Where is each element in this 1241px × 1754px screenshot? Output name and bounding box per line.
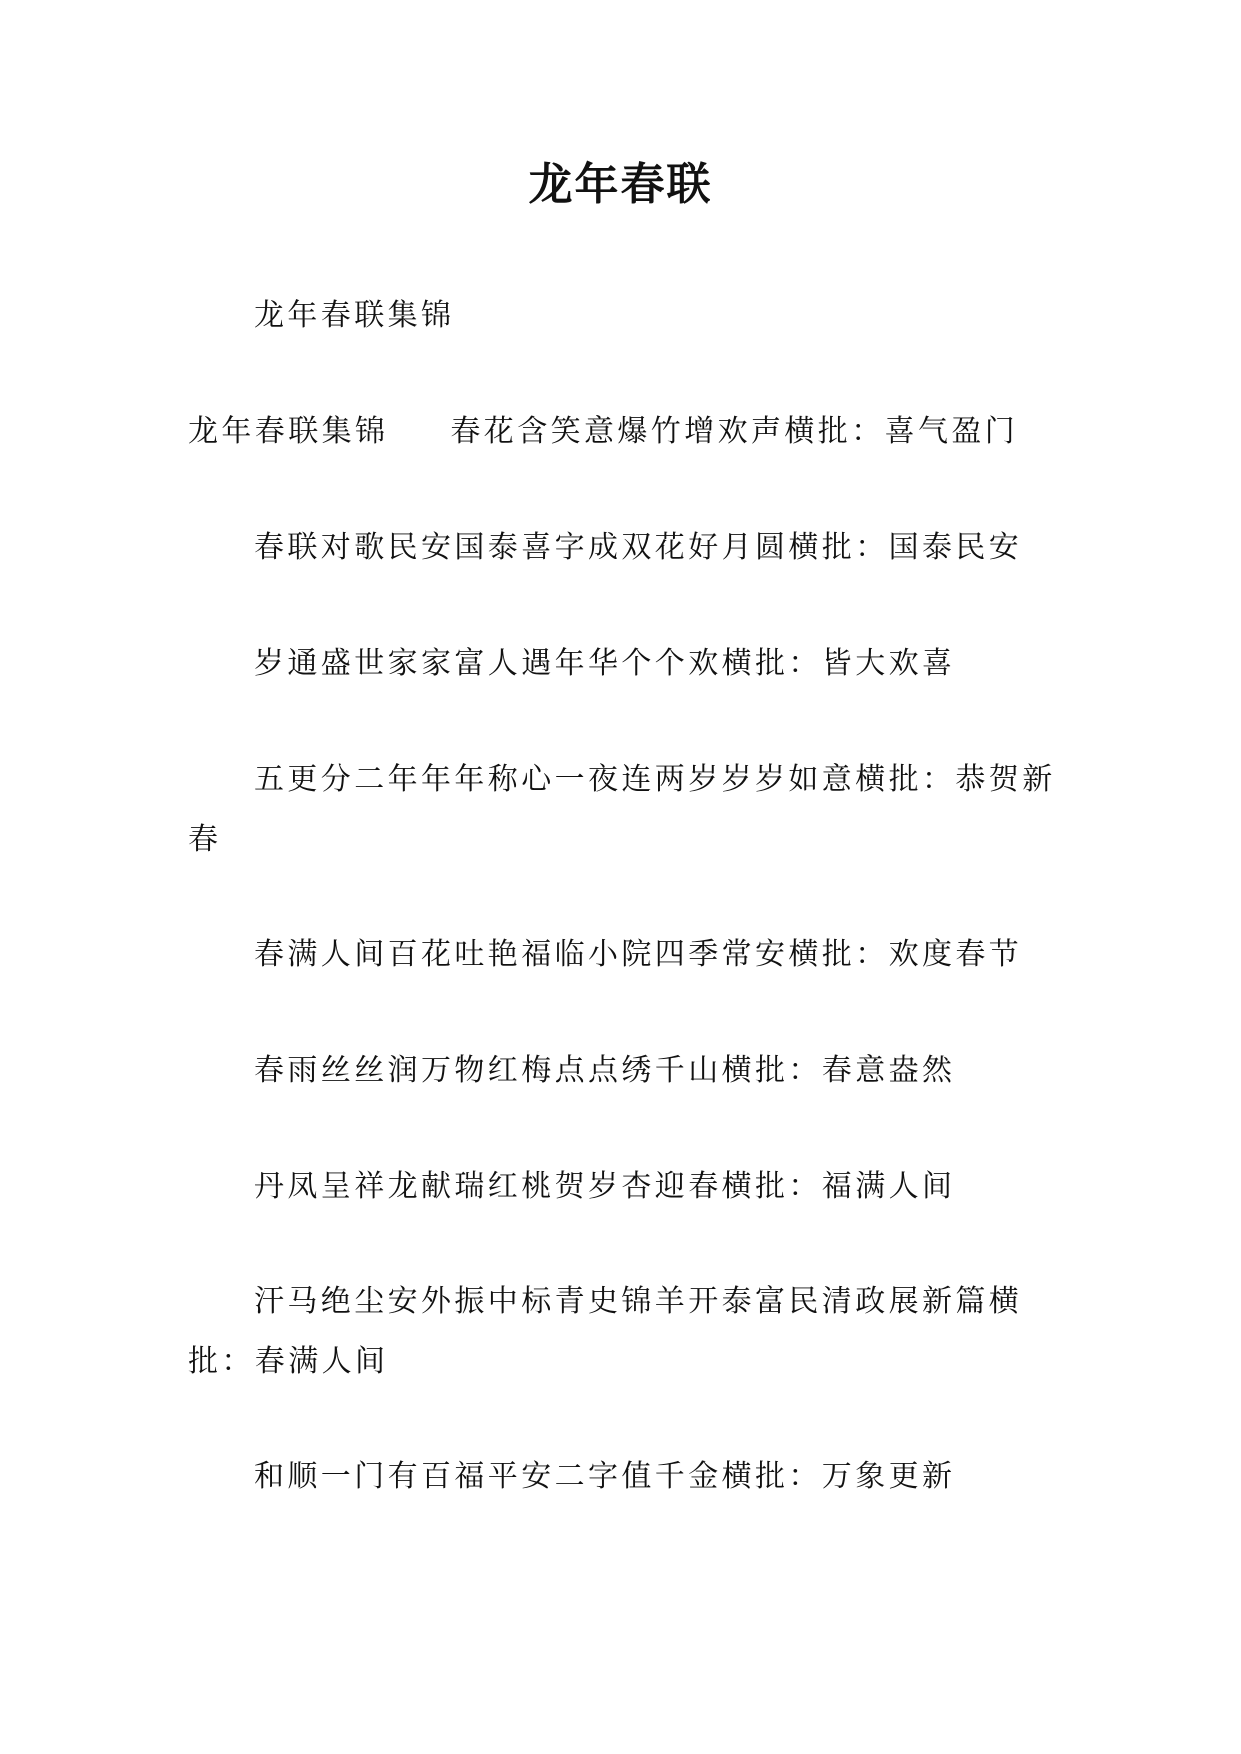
couplet-paragraph: 春联对歌民安国泰喜字成双花好月圆横批：国泰民安 xyxy=(254,530,1023,565)
couplet-paragraph: 汗马绝尘安外振中标青史锦羊开泰富民清政展新篇横批：春满人间 xyxy=(188,1284,1023,1379)
couplet-paragraph: 和顺一门有百福平安二字值千金横批：万象更新 xyxy=(254,1459,956,1494)
couplet-paragraph: 丹凤呈祥龙献瑞红桃贺岁杏迎春横批：福满人间 xyxy=(254,1169,956,1204)
intro-paragraph xyxy=(188,402,1068,462)
couplet-paragraph: 春满人间百花吐艳福临小院四季常安横批：欢度春节 xyxy=(254,937,1023,972)
subtitle-paragraph: 龙年春联集锦 xyxy=(254,298,455,333)
intro-lead: 龙年春联集锦 xyxy=(188,414,389,449)
intro-text: 春花含笑意爆竹增欢声横批：喜气盈门 xyxy=(450,414,1019,449)
couplet-paragraph: 五更分二年年年称心一夜连两岁岁岁如意横批：恭贺新春 xyxy=(188,762,1056,857)
page-title: 龙年春联 xyxy=(528,159,713,210)
couplet-paragraph: 岁通盛世家家富人遇年华个个欢横批：皆大欢喜 xyxy=(254,646,956,681)
couplet-paragraph: 春雨丝丝润万物红梅点点绣千山横批：春意盎然 xyxy=(254,1053,956,1088)
